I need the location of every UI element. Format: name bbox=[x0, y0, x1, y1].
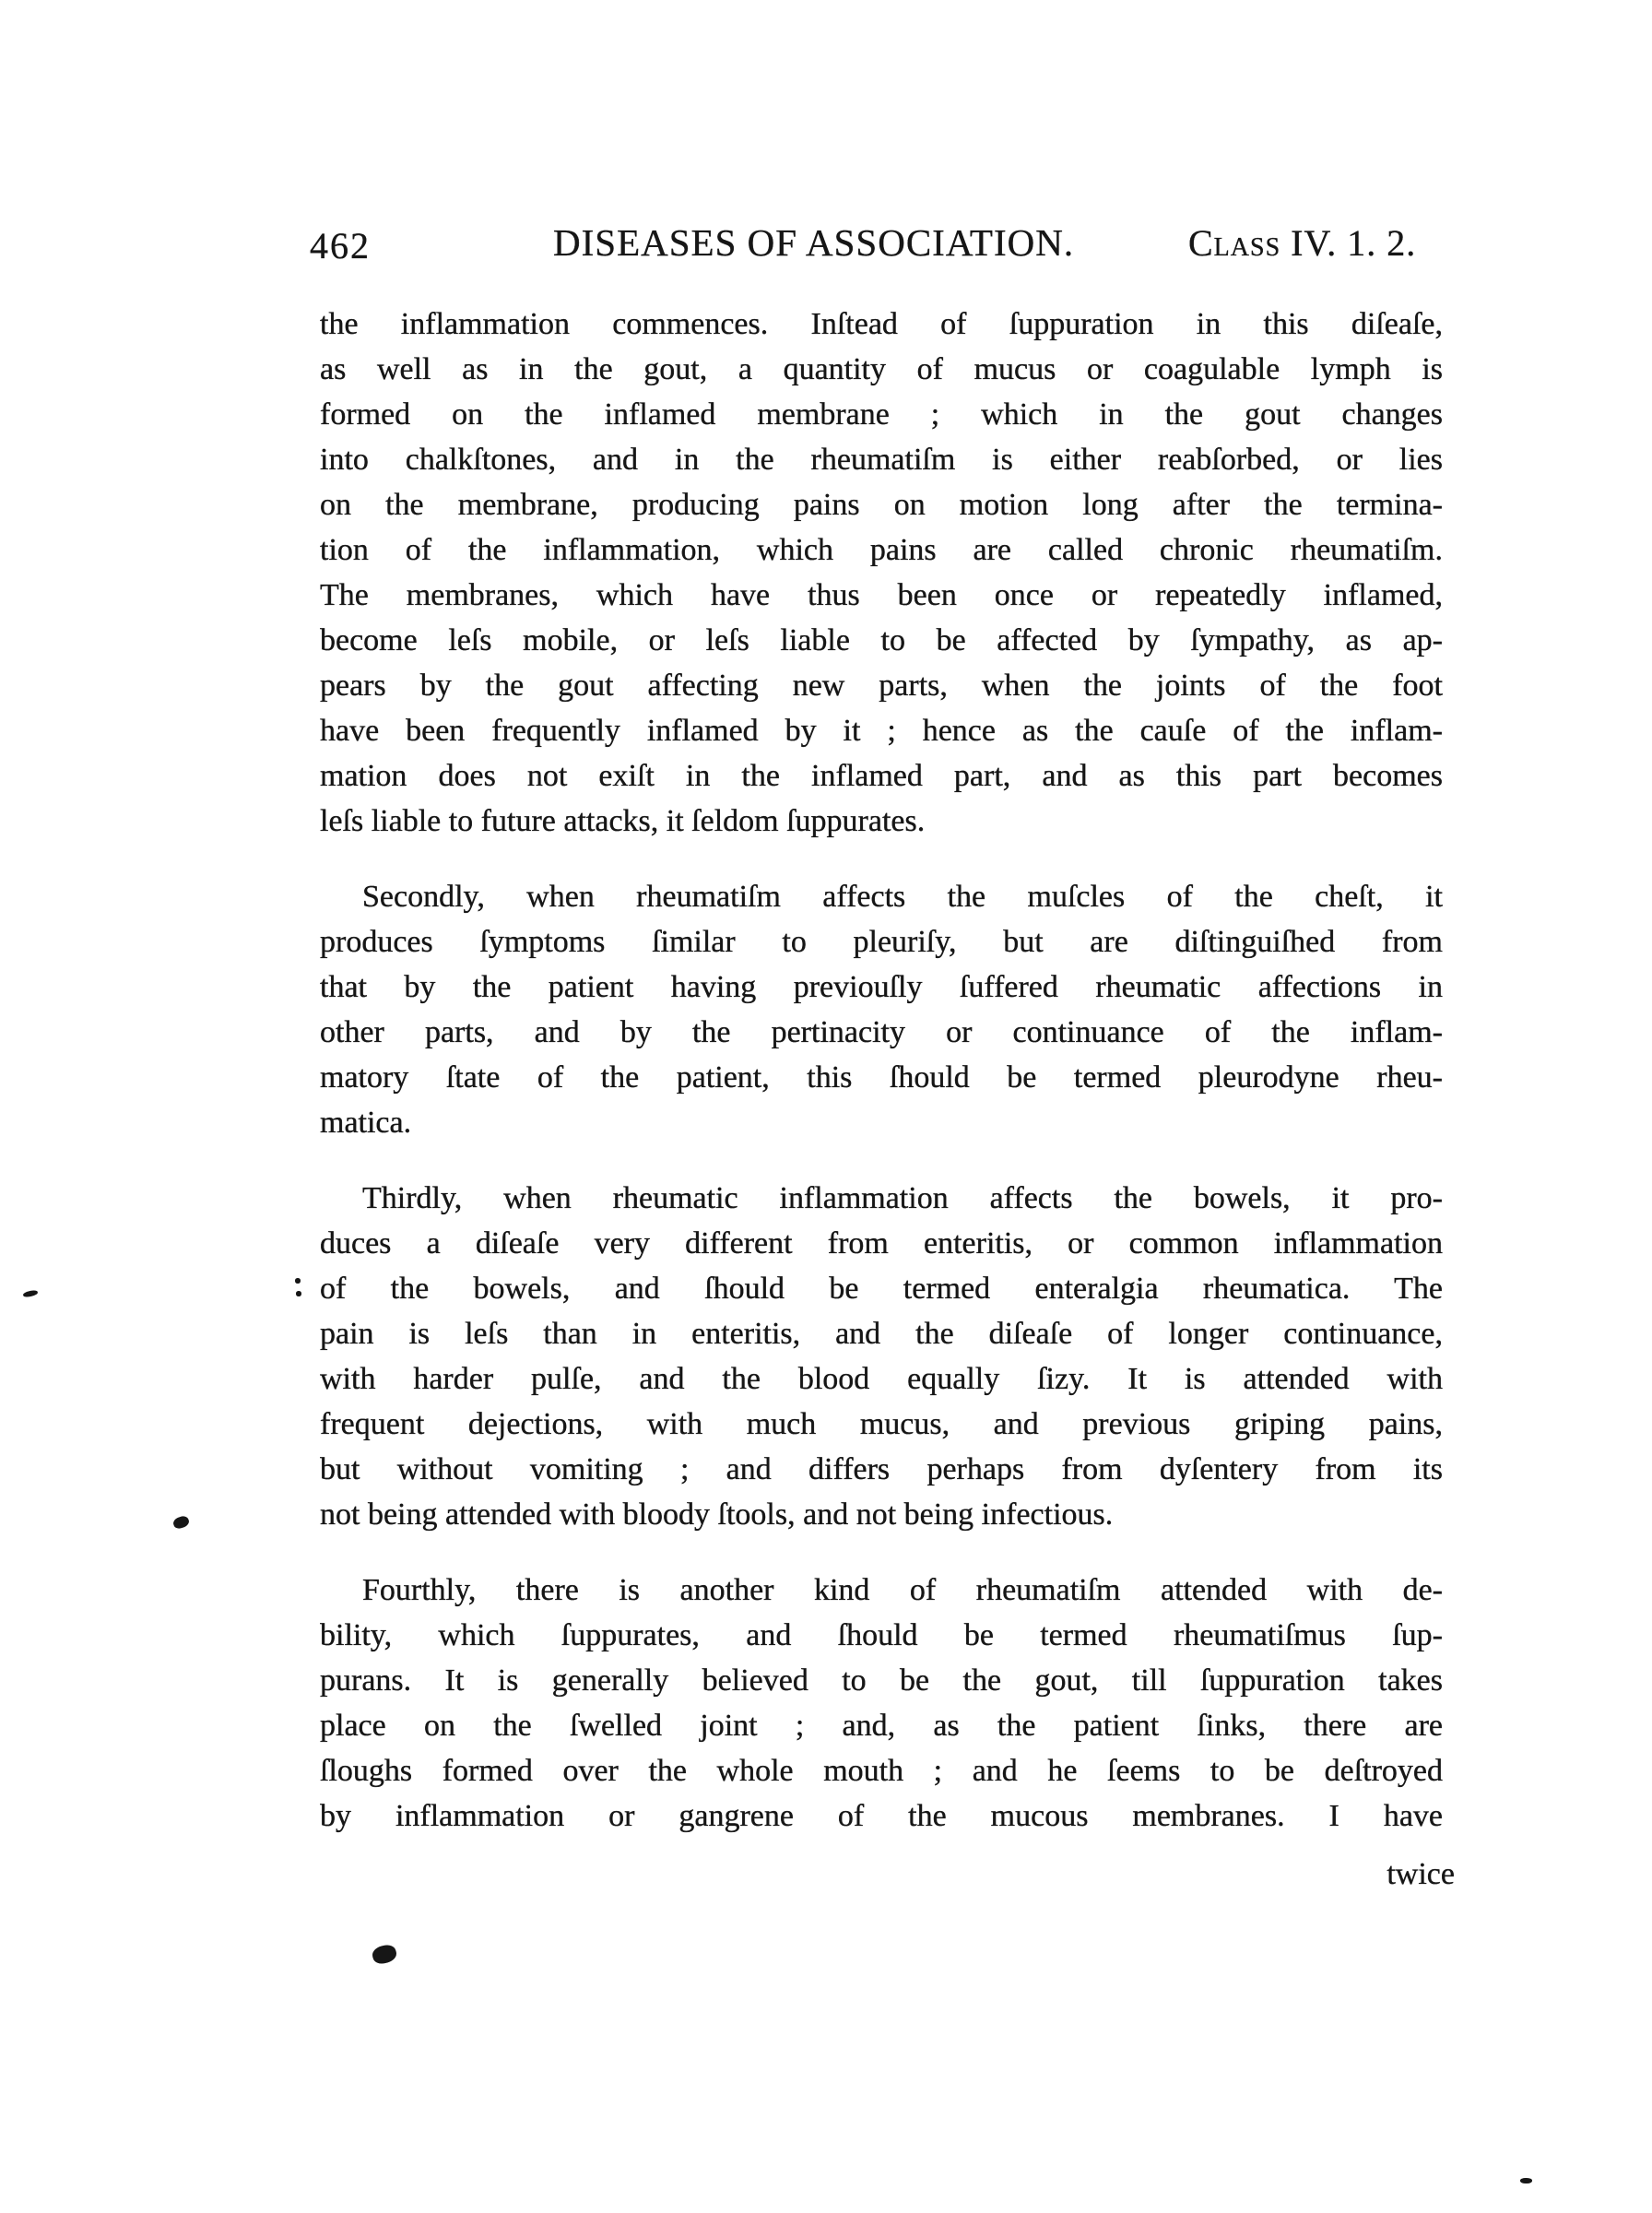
ink-speck bbox=[295, 1278, 301, 1284]
text-line: duces a diſeaſe very different from enteritis, or common inflammation bbox=[320, 1226, 1443, 1260]
text-line: by inflammation or gangrene of the mucous membranes. I have bbox=[320, 1799, 1443, 1833]
text-line: as well as in the gout, a quantity of mucus or coagulable lymph is bbox=[320, 352, 1443, 386]
paragraph bbox=[320, 874, 1443, 1145]
text-line: other parts, and by the pertinacity or continuance of the inflam- bbox=[320, 1015, 1443, 1049]
text-line: have been frequently inflamed by it ; hence as the cauſe of the inflam- bbox=[320, 714, 1443, 748]
text-line: purans. It is generally believed to be the gout, till ſuppuration takes bbox=[320, 1663, 1443, 1698]
ink-speck bbox=[23, 1289, 39, 1297]
text-line: into chalkſtones, and in the rheumatiſm is either reabſorbed, or lies bbox=[320, 443, 1443, 477]
paragraph bbox=[320, 1176, 1443, 1537]
text-line: produces ſymptoms ſimilar to pleuriſy, but are diſtinguiſhed from bbox=[320, 925, 1443, 959]
text-line: Fourthly, there is another kind of rheumatiſm attended with de- bbox=[362, 1573, 1443, 1607]
class-label: Class IV. 1. 2. bbox=[1188, 222, 1417, 264]
text-line: matory ſtate of the patient, this ſhould be termed pleurodyne rheu- bbox=[320, 1060, 1443, 1095]
catchword: twice bbox=[1386, 1857, 1455, 1891]
text-line: place on the ſwelled joint ; and, as the patient ſinks, there are bbox=[320, 1709, 1443, 1743]
text-line: The membranes, which have thus been once or repeatedly inflamed, bbox=[320, 578, 1443, 612]
text-line: but without vomiting ; and differs perhaps from dyſentery from its bbox=[320, 1452, 1443, 1486]
text-line: that by the patient having previouſly ſuffered rheumatic affections in bbox=[320, 970, 1443, 1004]
body-text bbox=[320, 302, 1443, 1839]
text-line: leſs liable to future attacks, it ſeldom ſuppurates. bbox=[320, 804, 926, 838]
text-line: not being attended with bloody ſtools, and not being infectious. bbox=[320, 1497, 1114, 1532]
page-number: 462 bbox=[310, 225, 371, 266]
text-line: frequent dejections, with much mucus, and previous griping pains, bbox=[320, 1407, 1443, 1441]
text-line: mation does not exiſt in the inflamed part, and as this part becomes bbox=[320, 759, 1443, 793]
ink-speck bbox=[371, 1943, 398, 1966]
text-line: Secondly, when rheumatiſm affects the muſcles of the cheſt, it bbox=[362, 880, 1443, 914]
text-line: bility, which ſuppurates, and ſhould be termed rheumatiſmus ſup- bbox=[320, 1618, 1443, 1652]
text-line: tion of the inflammation, which pains are called chronic rheumatiſm. bbox=[320, 533, 1443, 567]
text-line: formed on the inflamed membrane ; which in the gout changes bbox=[320, 397, 1443, 432]
ink-speck bbox=[1520, 2178, 1532, 2183]
text-line: pain is leſs than in enteritis, and the diſeaſe of longer continuance, bbox=[320, 1317, 1443, 1351]
ink-speck bbox=[296, 1291, 301, 1296]
text-line: on the membrane, producing pains on motion long after the termina- bbox=[320, 488, 1443, 522]
paragraph bbox=[320, 1568, 1443, 1839]
text-line: Thirdly, when rheumatic inflammation affects the bowels, it pro- bbox=[362, 1181, 1443, 1215]
ink-speck bbox=[171, 1514, 190, 1530]
text-line: ſloughs formed over the whole mouth ; and he ſeems to be deſtroyed bbox=[320, 1754, 1443, 1788]
text-line: with harder pulſe, and the blood equally ſizy. It is attended with bbox=[320, 1362, 1443, 1396]
text-line: of the bowels, and ſhould be termed enteralgia rheumatica. The bbox=[320, 1272, 1443, 1306]
text-line: become leſs mobile, or leſs liable to be affected by ſympathy, as ap- bbox=[320, 623, 1443, 657]
text-line: pears by the gout affecting new parts, when the joints of the foot bbox=[320, 669, 1443, 703]
text-line: matica. bbox=[320, 1106, 412, 1140]
running-title: DISEASES OF ASSOCIATION. bbox=[553, 221, 1075, 264]
paragraph bbox=[320, 302, 1443, 844]
text-line: the inflammation commences. Inſtead of ſuppuration in this diſeaſe, bbox=[320, 307, 1443, 341]
